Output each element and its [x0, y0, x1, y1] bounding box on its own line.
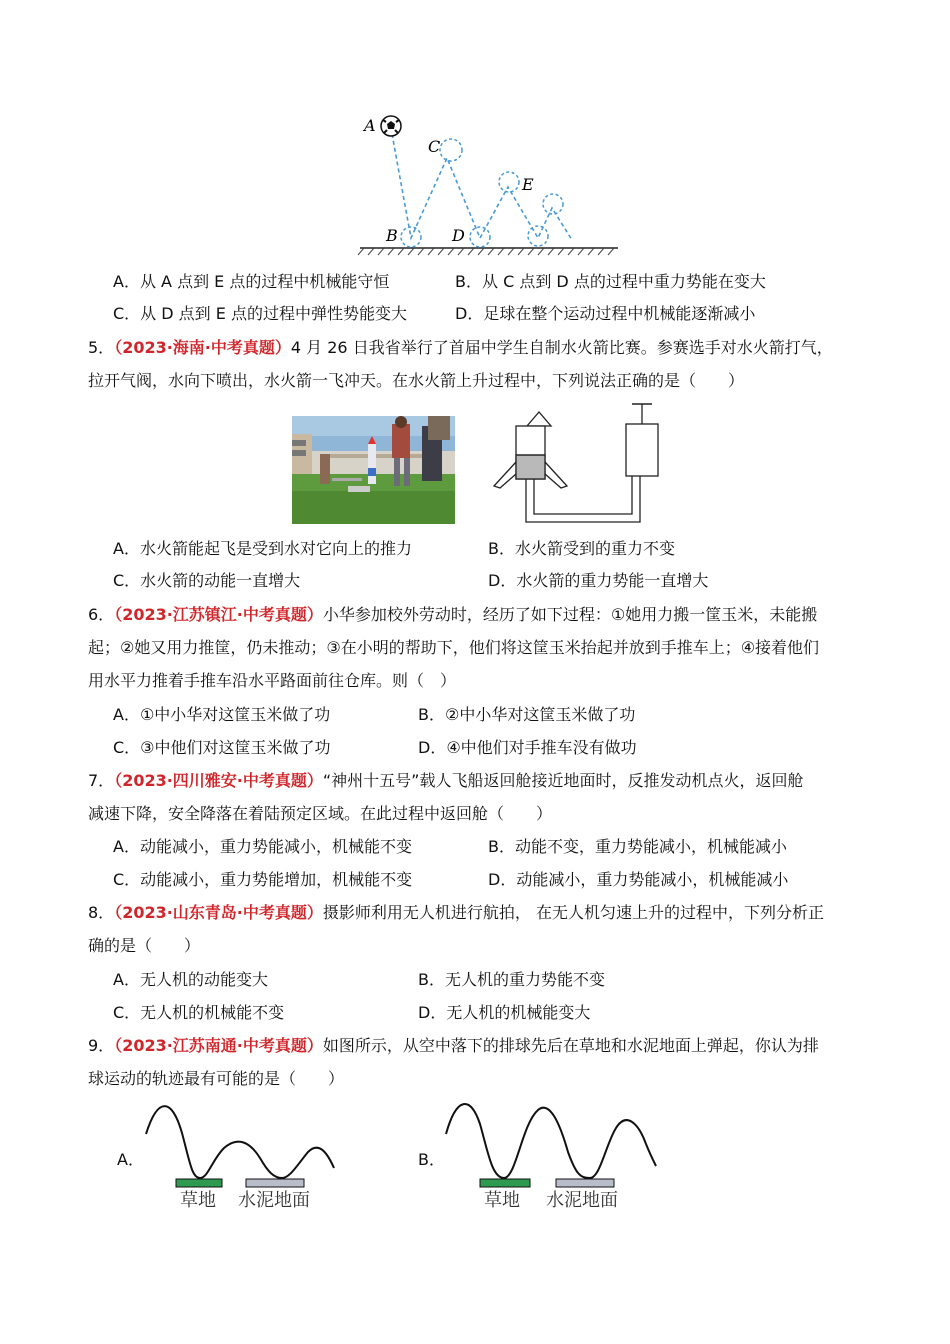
- question-number: 5．: [88, 338, 115, 357]
- q8-stem-line2: 确的是（ ）: [88, 936, 201, 955]
- q7-stem-line2: 减速下降，安全降落在着陆预定区域。在此过程中返回舱（ ）: [88, 804, 553, 823]
- label-a: A: [364, 116, 376, 135]
- question-source: （2023·四川雅安·中考真题）: [114, 771, 323, 790]
- concrete-label: 水泥地面: [546, 1190, 618, 1211]
- football-bounce-figure: [350, 100, 630, 260]
- q5-stem-line1: [88, 337, 833, 359]
- q7-option-d: D．动能减小，重力势能减小，机械能减小: [488, 870, 789, 889]
- question-number: 6．: [88, 605, 115, 624]
- label-c: C: [428, 137, 441, 156]
- question-text: 如图所示，从空中落下的排球先后在草地和水泥地面上弹起，你认为排: [322, 1036, 819, 1055]
- q6-stem-line2: 起；②她又用力推筐，仍未推动；③在小明的帮助下，他们将这筐玉米抬起并放到手推车上；④接着他们: [88, 638, 820, 657]
- question-text: 4 月 26 日我省举行了首届中学生自制水火箭比赛。参赛选手对水火箭打气，: [290, 338, 833, 357]
- question-text: 摄影师利用无人机进行航拍， 在无人机匀速上升的过程中，下列分析正: [322, 903, 824, 922]
- q6-stem-line3: 用水平力推着手推车沿水平路面前往仓库。则（ ）: [88, 671, 457, 690]
- q4-option-c: C．从 D 点到 E 点的过程中弹性势能变大: [113, 304, 407, 323]
- q9-figure-a-label: A．: [117, 1150, 144, 1169]
- football-icon: [381, 116, 401, 136]
- q9-stem-line2: 球运动的轨迹最有可能的是（ ）: [88, 1069, 345, 1088]
- q5-option-b: B．水火箭受到的重力不变: [488, 539, 675, 558]
- q6-option-a: A．①中小华对这筐玉米做了功: [113, 705, 331, 724]
- q7-option-c: C．动能减小，重力势能增加，机械能不变: [113, 870, 413, 889]
- q7-option-b: B．动能不变，重力势能减小，机械能减小: [488, 837, 787, 856]
- q7-stem-line1: [88, 770, 803, 792]
- question-text: “神州十五号”载人飞船返回舱接近地面时，反推发动机点火，返回舱: [322, 771, 804, 790]
- label-b: B: [386, 226, 398, 245]
- water-rocket-photo: [292, 416, 455, 524]
- question-source: （2023·山东青岛·中考真题）: [114, 903, 323, 922]
- label-d: D: [452, 226, 465, 245]
- grass-label: 草地: [180, 1190, 216, 1211]
- question-number: 8．: [88, 903, 115, 922]
- q6-stem-line1: [88, 604, 817, 626]
- label-e: E: [522, 175, 534, 194]
- question-number: 9．: [88, 1036, 115, 1055]
- q9-stem-line1: [88, 1035, 819, 1057]
- grass-label: 草地: [484, 1190, 520, 1211]
- q6-option-d: D．④中他们对手推车没有做功: [418, 738, 637, 757]
- q4-option-b: B．从 C 点到 D 点的过程中重力势能在变大: [455, 272, 766, 291]
- q6-option-c: C．③中他们对这筐玉米做了功: [113, 738, 331, 757]
- question-text: 小华参加校外劳动时，经历了如下过程：①她用力搬一筐玉米，未能搬: [322, 605, 818, 624]
- q7-option-a: A．动能减小，重力势能减小，机械能不变: [113, 837, 412, 856]
- question-number: 7．: [88, 771, 115, 790]
- q8-option-c: C．无人机的机械能不变: [113, 1003, 285, 1022]
- q6-option-b: B．②中小华对这筐玉米做了功: [418, 705, 636, 724]
- concrete-label: 水泥地面: [238, 1190, 310, 1211]
- q4-option-a: A．从 A 点到 E 点的过程中机械能守恒: [113, 272, 390, 291]
- question-source: （2023·江苏镇江·中考真题）: [114, 605, 323, 624]
- q5-stem-line2: 拉开气阀，水向下喷出，水火箭一飞冲天。在水火箭上升过程中，下列说法正确的是（ ）: [88, 371, 745, 390]
- question-source: （2023·江苏南通·中考真题）: [114, 1036, 323, 1055]
- q5-option-a: A．水火箭能起飞是受到水对它向上的推力: [113, 539, 412, 558]
- q9-figure-b-label: B．: [418, 1150, 445, 1169]
- q5-option-c: C．水火箭的动能一直增大: [113, 571, 301, 590]
- question-source: （2023·海南·中考真题）: [114, 338, 291, 357]
- q8-option-b: B．无人机的重力势能不变: [418, 970, 605, 989]
- q4-option-d: D．足球在整个运动过程中机械能逐渐减小: [455, 304, 756, 323]
- q8-option-d: D．无人机的机械能变大: [418, 1003, 591, 1022]
- q9-figure-b: [440, 1094, 660, 1214]
- q5-option-d: D．水火箭的重力势能一直增大: [488, 571, 709, 590]
- q9-figure-a: [140, 1098, 340, 1218]
- q8-stem-line1: [88, 902, 824, 924]
- q8-option-a: A．无人机的动能变大: [113, 970, 268, 989]
- water-rocket-diagram: [488, 402, 663, 526]
